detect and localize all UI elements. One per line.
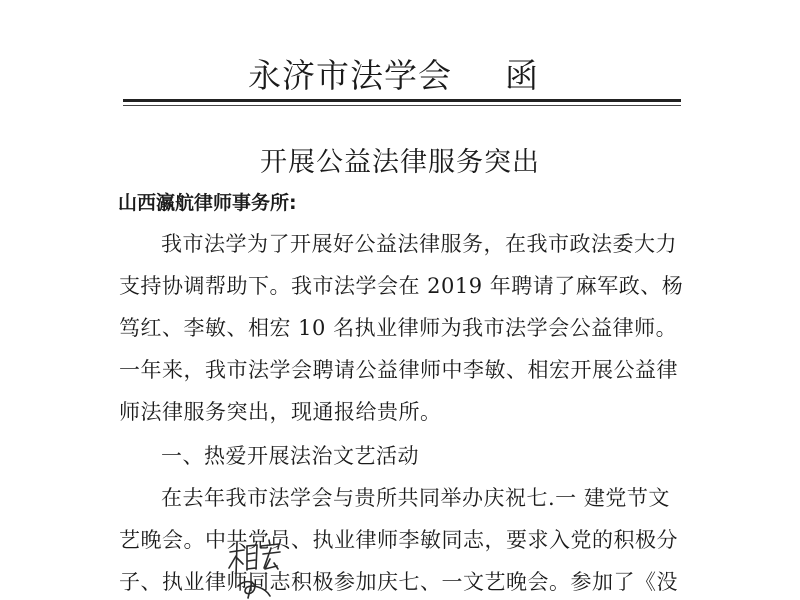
body-line: 我市法学为了开展好公益法律服务，在我市政法委大力 [161, 232, 677, 256]
letterhead-rule-thin [123, 105, 681, 106]
letterhead-rule-thick [123, 99, 681, 102]
document-title: 开展公益法律服务突出 [260, 147, 540, 178]
body-line: 子、执业律师同志积极参加庆七、一文艺晚会。参加了《没 [119, 570, 678, 594]
body-line: 支持协调帮助下。我市法学会在 2019 年聘请了麻军政、杨 [119, 274, 684, 298]
recipient: 山西瀛航律师事务所: [118, 192, 297, 214]
body-line: 艺晚会。中共党员、执业律师李敏同志，要求入党的积极分 [119, 528, 678, 552]
body-line: 在去年我市法学会与贵所共同举办庆祝七.一 建党节文 [161, 486, 670, 510]
letterhead-doc-type: 函 [505, 56, 538, 95]
section-heading: 一、热爱开展法治文艺活动 [161, 444, 419, 468]
handwritten-signature [224, 538, 284, 600]
body-line: 一年来，我市法学会聘请公益律师中李敏、相宏开展公益律 [119, 358, 678, 382]
letterhead-org-name: 永济市法学会 [248, 56, 452, 95]
body-line: 笃红、李敏、相宏 10 名执业律师为我市法学会公益律师。 [119, 316, 678, 340]
letterhead [0, 0, 800, 110]
body-line: 师法律服务突出，现通报给贵所。 [119, 400, 442, 424]
